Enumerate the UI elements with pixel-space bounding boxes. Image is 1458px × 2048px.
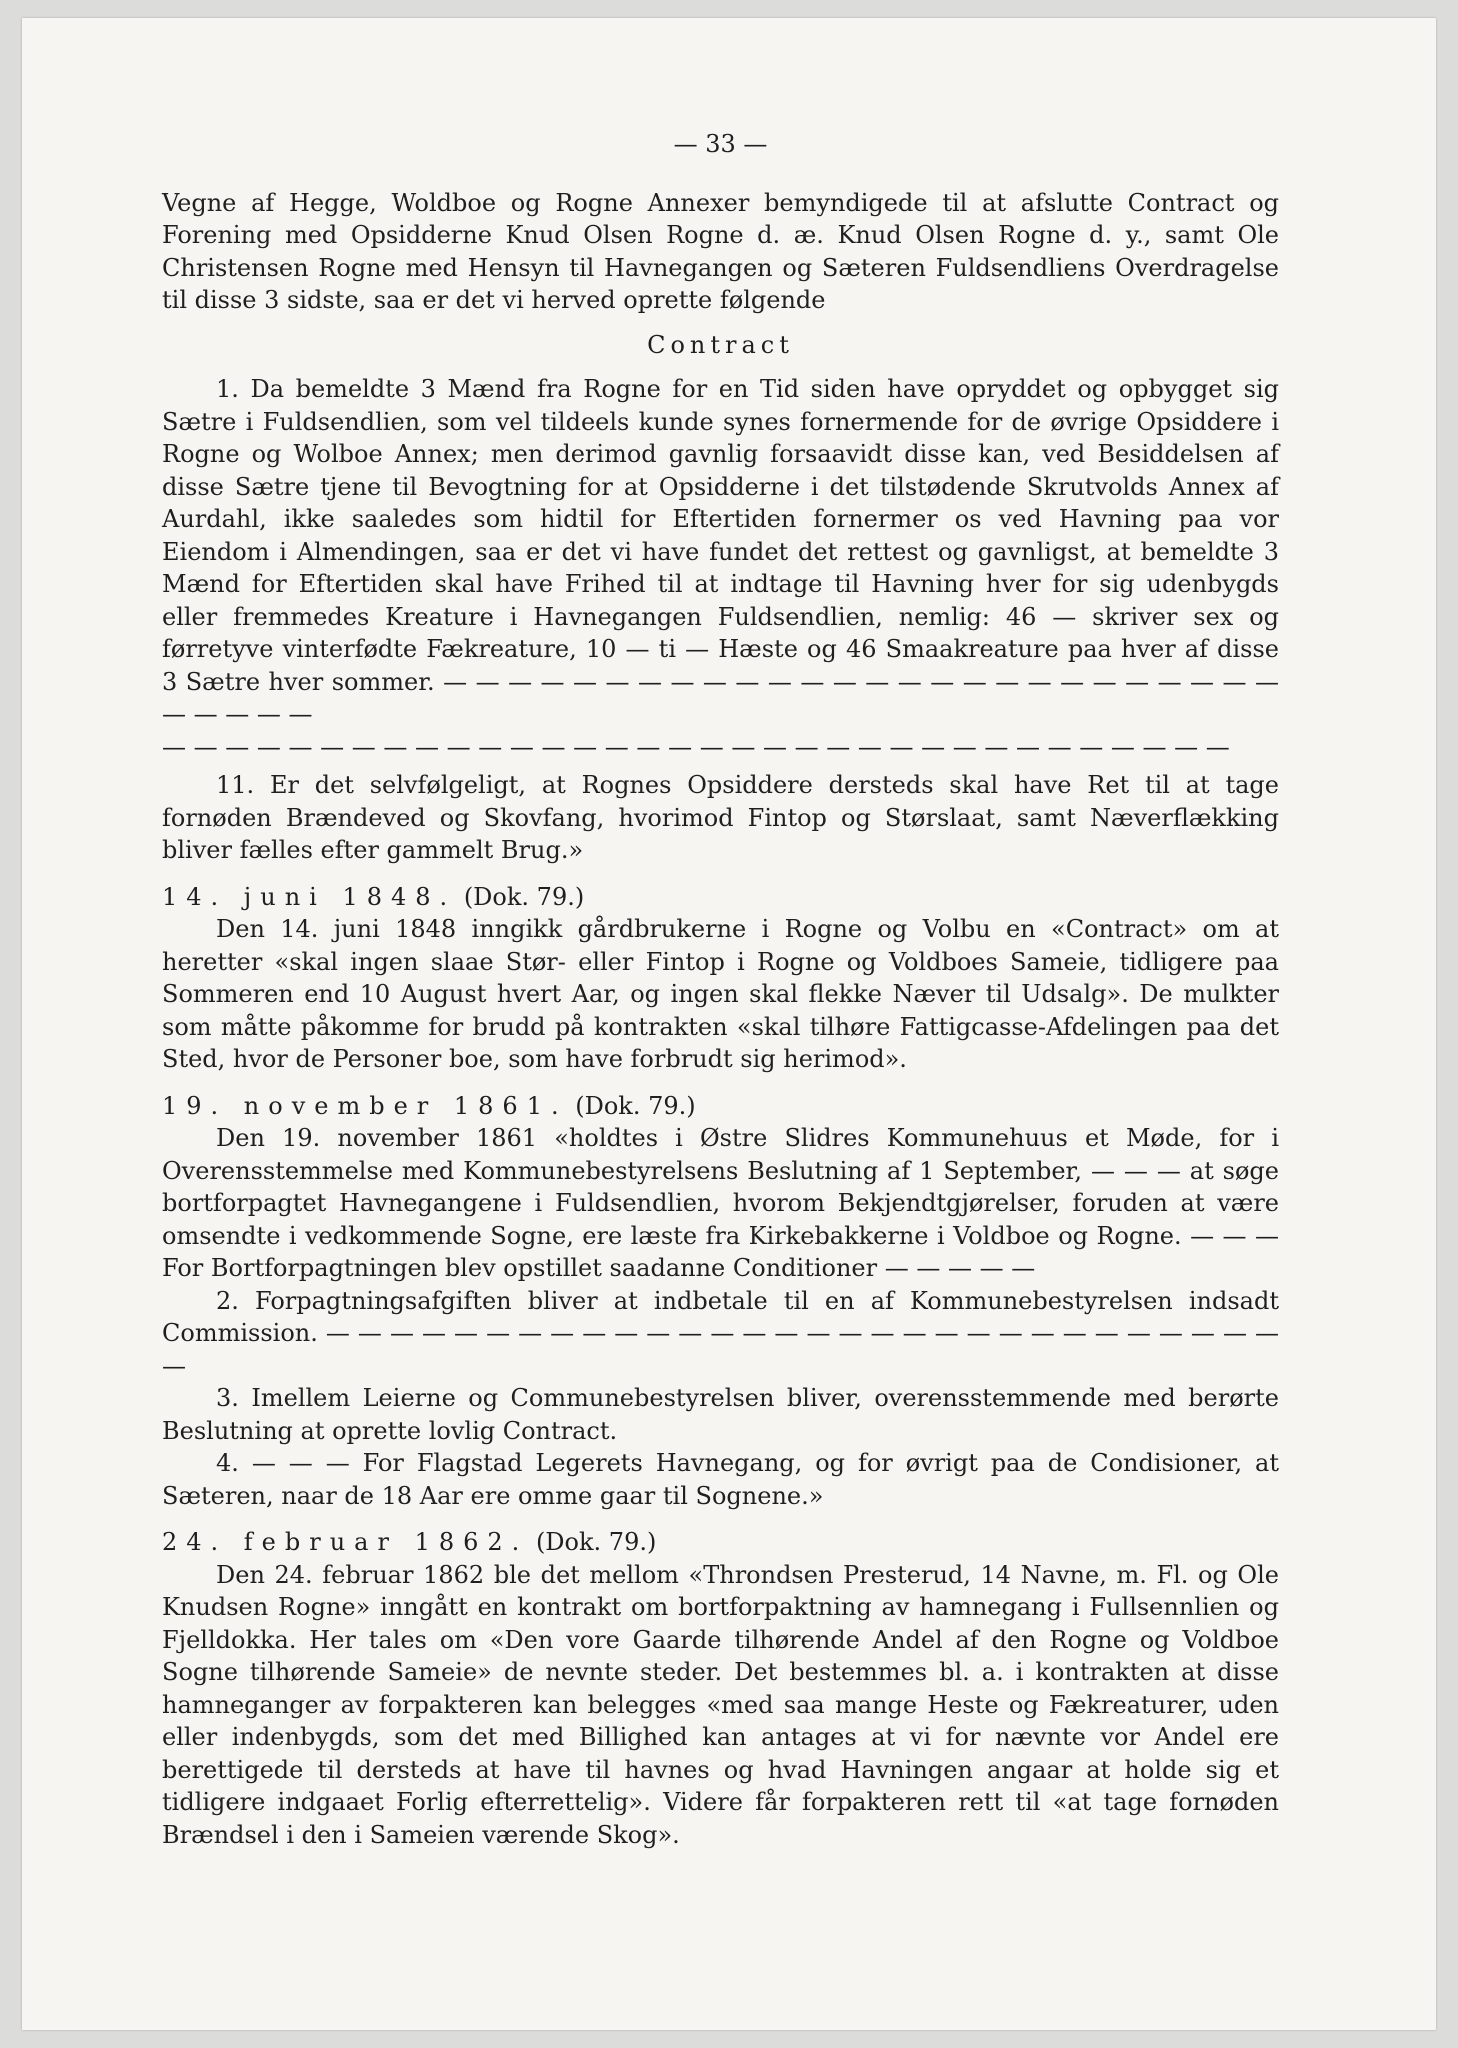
entry-ref: (Dok. 79.) [575,1091,696,1120]
entry-1862-text: Den 24. februar 1862 ble det mellom «Throndsen Presterud, 14 Navne, m. Fl. og Ole Knudsen Rogne» inngått en kontrakt om bortforpaktning av hamnegang i Fullsennlien og Fjelldokka. Her tales om «Den vore Gaarde tilhørende Andel af den Rogne og Voldboe Sogne tilhørende Sameie» de nevnte steder. Det bestemmes bl. a. i kontrakten at disse hamneganger av forpakteren kan belegges «med saa mange Heste og Fækreaturer, uden eller indenbygds, som det med Billighed kan antages at vi for nævnte vor Andel ere berettigede til dersteds at have til havnes og hvad Havningen angaar at holde sig et tidligere indgaaet Forlig efterrettelig». Videre får forpakteren rett til «at tage fornøden Brændsel i den i Sameien værende Skog». [162,1560,1279,1849]
contract-paragraph-1: 1. Da bemeldte 3 Mænd fra Rogne for en Tid siden have opryddet og opbygget sig Sætre i Fuldsendlien, som vel tildeels kunde synes fornermende for de øvrige Opsiddere i Rogne og Wolboe Annex; men derimod gavnlig forsaavidt disse kan, ved Besiddelsen af disse Sætre tjene til Bevogtning for at Opsidderne i det tilstødende Skrutvolds Annex af Aurdahl, ikke saaledes som hidtil for Eftertiden fornermer os ved Havning paa vor Eiendom i Almendingen, saa er det vi have fundet det rettest og gavnligst, at bemeldte 3 Mænd for Eftertiden skal have Frihed til at indtage til Havning hver for sig udenbygds eller fremmedes Kreature i Havnegangen Fuldsendlien, nemlig: 46 — skriver sex og førretyve vinterfødte Fækreature, 10 — ti — Hæste og 46 Smaakreature paa hver af disse 3 Sætre hver sommer. — — — — — — — — — — — — — — — — — — — — — — — — — — — — — — — [162,375,1279,728]
contract-paragraph-11: 11. Er det selvfølgeligt, at Rognes Opsiddere dersteds skal have Ret til at tage fornøden Brændeved og Skovfang, hvorimod Fintop og Størslaat, samt Næverflækking bliver fælles efter gammelt Brug.» [162,771,1279,864]
entry-date: 19. november 1861. [162,1091,568,1120]
entry-1861-heading [162,1090,1279,1123]
entry-1861-item-4: 4. — — — For Flagstad Legerets Havnegang, og for øvrigt paa de Condisioner, at Sæteren, naar de 18 Aar ere omme gaar til Sognene.» [162,1449,1279,1510]
entry-1861-text: Den 19. november 1861 «holdtes i Østre Slidres Kommunehuus et Møde, for i Overensstemmelse med Kommunebestyrelsens Beslutning af 1 September, — — — at søge bortforpagtet Havnegangene i Fuldsendlien, hvorom Bekjendtgjørelser, foruden at være omsendte i vedkommende Sogne, ere læste fra Kirkebakkerne i Voldboe og Rogne. — — — For Bortforpagtningen blev opstillet saadanne Conditioner — — — — — [162,1124,1279,1282]
entry-1861-item-2: 2. Forpagtningsafgiften bliver at indbetale til en af Kommunebestyrelsen indsadt Commission. — — — — — — — — — — — — — — — — — — — — — — — — — — — — — — — [162,1286,1279,1380]
entry-1861-item-3: 3. Imellem Leierne og Communebestyrelsen bliver, overensstemmende med berørte Beslutning at oprette lovlig Contract. [162,1384,1279,1445]
document-page [162,128,1279,1851]
entry-ref: (Dok. 79.) [535,1528,657,1556]
dash-separator: — — — — — — — — — — — — — — — — — — — — — — — — — — — — — — — — — — [162,732,1230,761]
entry-date: 24. februar 1862. [162,1528,529,1556]
document-sheet [22,18,1436,2030]
contract-heading: Contract [647,330,794,359]
page-number: — 33 — [673,130,768,158]
entry-ref: (Dok. 79.) [463,882,585,911]
entry-date: 14. juni 1848. [162,882,457,911]
entry-1848-heading [162,881,1279,914]
entry-1862-heading [162,1526,1279,1559]
intro-paragraph: Vegne af Hegge, Woldboe og Rogne Annexer bemyndigede til at afslutte Contract og Forening med Opsidderne Knud Olsen Rogne d. æ. Knud Olsen Rogne d. y., samt Ole Christensen Rogne med Hensyn til Havnegangen og Sæteren Fuldsendliens Overdragelse til disse 3 sidste, saa er det vi herved oprette følgende [162,188,1279,314]
entry-1848-text: Den 14. juni 1848 inngikk gårdbrukerne i Rogne og Volbu en «Contract» om at heretter «skal ingen slaae Stør- eller Fintop i Rogne og Voldboes Sameie, tidligere paa Sommeren end 10 August hvert Aar, og ingen skal flekke Næver til Udsalg». De mulkter som måtte påkomme for brudd på kontrakten «skal tilhøre Fattigcasse-Afdelingen paa det Sted, hvor de Personer boe, som have forbrudt sig herimod». [162,915,1279,1073]
